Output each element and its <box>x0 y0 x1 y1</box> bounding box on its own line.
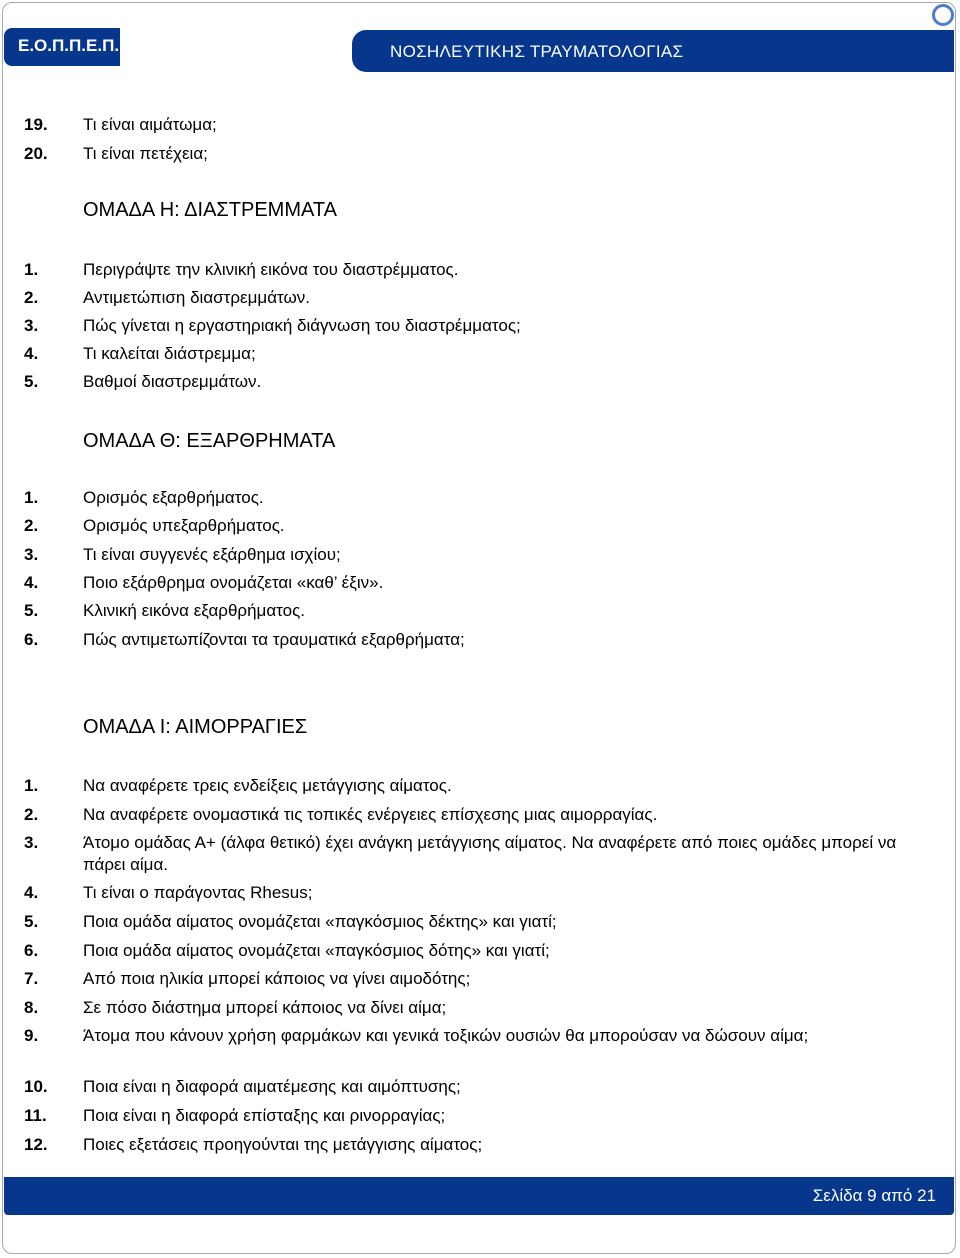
item-number: 6. <box>24 941 39 960</box>
item-text: Τι είναι αιμάτωμα; <box>83 115 217 134</box>
item-number: 10. <box>24 1077 48 1096</box>
item-number: 3. <box>24 316 39 335</box>
item-number: 5. <box>24 912 39 931</box>
section-heading: ΟΜΑΔΑ Η: ΔΙΑΣΤΡΕΜΜΑΤΑ <box>83 199 337 221</box>
item-text: Τι καλείται διάστρεμμα; <box>83 344 256 363</box>
page-frame <box>2 2 956 1254</box>
item-text: Πώς αντιμετωπίζονται τα τραυματικά εξαρθρήματα; <box>83 630 465 649</box>
item-number: 3. <box>24 833 39 852</box>
item-text: Ποιο εξάρθρημα ονομάζεται «καθ’ έξιν». <box>83 573 384 592</box>
item-number: 3. <box>24 545 39 564</box>
page-number-label: Σελίδα 9 από 21 <box>812 1186 936 1205</box>
item-text: Να αναφέρετε τρεις ενδείξεις μετάγγισης αίματος. <box>83 776 452 795</box>
section-heading: ΟΜΑΔΑ Θ: ΕΞΑΡΘΡΗΜΑΤΑ <box>83 430 336 452</box>
header-right-banner <box>352 30 954 72</box>
item-number: 8. <box>24 998 39 1017</box>
item-number: 1. <box>24 260 39 279</box>
item-text: Να αναφέρετε ονομαστικά τις τοπικές ενέργειες επίσχεσης μιας αιμορραγίας. <box>83 805 658 824</box>
item-text: Από ποια ηλικία μπορεί κάποιος να γίνει αιμοδότης; <box>83 969 471 988</box>
item-text: Ποια ομάδα αίματος ονομάζεται «παγκόσμιος δέκτης» και γιατί; <box>83 912 557 931</box>
item-text: Περιγράψτε την κλινική εικόνα του διαστρέμματος. <box>83 260 459 279</box>
item-number: 7. <box>24 969 39 988</box>
item-text: Τι είναι πετέχεια; <box>83 144 208 163</box>
item-text: Πώς γίνεται η εργαστηριακή διάγνωση του διαστρέμματος; <box>83 316 521 335</box>
item-text: Ποιες εξετάσεις προηγούνται της μετάγγισης αίματος; <box>83 1135 483 1154</box>
item-number: 19. <box>24 115 48 134</box>
item-number: 12. <box>24 1135 48 1154</box>
item-number: 5. <box>24 601 39 620</box>
item-number: 20. <box>24 144 48 163</box>
section-heading: ΟΜΑΔΑ Ι: ΑΙΜΟΡΡΑΓΙΕΣ <box>83 716 308 738</box>
page-corner-icon <box>932 4 954 26</box>
item-number: 1. <box>24 488 39 507</box>
item-text: Σε πόσο διάστημα μπορεί κάποιος να δίνει αίμα; <box>83 998 447 1017</box>
item-number: 4. <box>24 573 39 592</box>
item-text: Ποια είναι η διαφορά αιματέμεσης και αιμόπτυσης; <box>83 1077 461 1096</box>
header-left-banner <box>4 28 120 66</box>
item-text: Τι είναι ο παράγοντας Rhesus; <box>83 883 313 902</box>
item-text: Κλινική εικόνα εξαρθρήματος. <box>83 601 306 620</box>
item-text: Άτομα που κάνουν χρήση φαρμάκων και γενικά τοξικών ουσιών θα μπορούσαν να δώσουν αίμα; <box>83 1026 809 1045</box>
item-text: Ορισμός υπεξαρθρήματος. <box>83 516 285 535</box>
item-number: 4. <box>24 883 39 902</box>
item-text: Τι είναι συγγενές εξάρθημα ισχίου; <box>83 545 341 564</box>
header-right-label: ΝΟΣΗΛΕΥΤΙΚΗΣ ΤΡΑΥΜΑΤΟΛΟΓΙΑΣ <box>390 42 684 61</box>
item-number: 2. <box>24 288 39 307</box>
item-text: Ορισμός εξαρθρήματος. <box>83 488 264 507</box>
item-text: Βαθμοί διαστρεμμάτων. <box>83 372 262 391</box>
item-number: 9. <box>24 1026 39 1045</box>
footer-banner <box>4 1177 954 1215</box>
item-number: 11. <box>24 1106 47 1125</box>
item-number: 2. <box>24 516 39 535</box>
item-number: 1. <box>24 776 39 795</box>
item-text: Ποια ομάδα αίματος ονομάζεται «παγκόσμιος δότης» και γιατί; <box>83 941 550 960</box>
item-number: 5. <box>24 372 39 391</box>
item-text: Ποια είναι η διαφορά επίσταξης και ρινορραγίας; <box>83 1106 446 1125</box>
item-number: 4. <box>24 344 39 363</box>
header-left-label: Ε.Ο.Π.Π.Ε.Π. <box>18 36 120 55</box>
item-number: 6. <box>24 630 39 649</box>
item-text: Αντιμετώπιση διαστρεμμάτων. <box>83 288 310 307</box>
item-number: 2. <box>24 805 39 824</box>
item-text: Άτομο ομάδας Α+ (άλφα θετικό) έχει ανάγκη μετάγγισης αίματος. Να αναφέρετε από ποιες ομάδες μπορεί να πάρει αίμα. <box>83 833 897 874</box>
